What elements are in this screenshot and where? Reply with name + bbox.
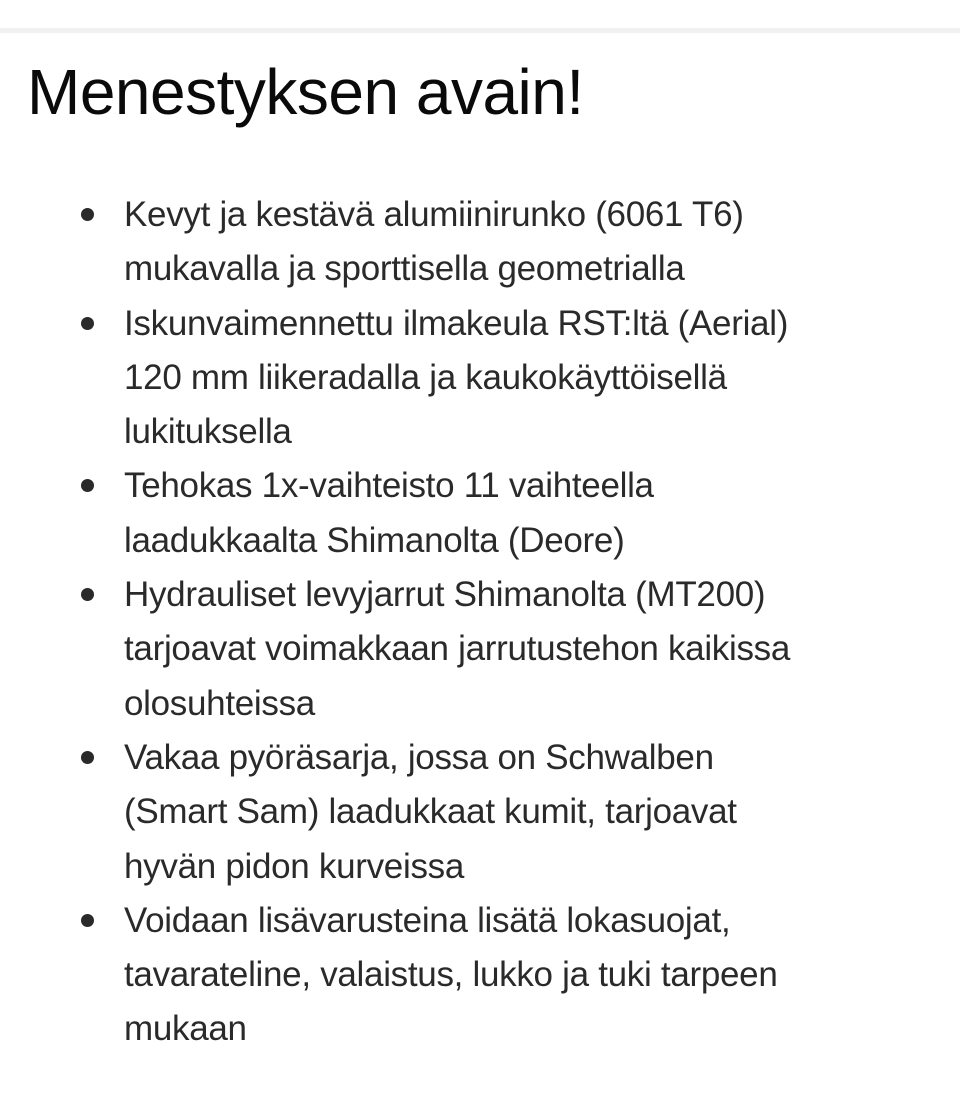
list-item-text: mukaan <box>124 1009 247 1049</box>
list-item-text: Hydrauliset levyjarrut Shimanolta (MT200) <box>124 575 766 615</box>
bullet-icon <box>81 914 94 927</box>
list-item <box>0 188 960 297</box>
list-item-text: tavarateline, valaistus, lukko ja tuki tarpeen <box>124 955 778 995</box>
list-item-text: Voidaan lisävarusteina lisätä lokasuojat, <box>124 900 731 940</box>
feature-list <box>0 188 960 1057</box>
list-item-text: 120 mm liikeradalla ja kaukokäyttöisellä <box>124 357 727 397</box>
list-item <box>0 894 960 1057</box>
bullet-icon <box>81 751 94 764</box>
list-item-text: Iskunvaimennettu ilmakeula RST:ltä (Aerial) <box>124 303 789 343</box>
bullet-icon <box>81 479 94 492</box>
bullet-icon <box>81 588 94 601</box>
list-item-text: Vakaa pyöräsarja, jossa on Schwalben <box>124 737 714 777</box>
list-item <box>0 568 960 731</box>
list-item <box>0 297 960 460</box>
list-item-text: (Smart Sam) laadukkaat kumit, tarjoavat <box>124 792 737 832</box>
list-item <box>0 731 960 894</box>
list-item-text: olosuhteissa <box>124 683 315 723</box>
bullet-icon <box>81 208 94 221</box>
list-item-text: lukituksella <box>124 412 292 452</box>
list-item-text: tarjoavat voimakkaan jarrutustehon kaikissa <box>124 629 791 669</box>
list-item-text: mukavalla ja sporttisella geometrialla <box>124 249 685 289</box>
list-item-text: laadukkaalta Shimanolta (Deore) <box>124 520 625 560</box>
list-item-text: hyvän pidon kurveissa <box>124 846 465 886</box>
page-title: Menestyksen avain! <box>27 56 584 128</box>
list-item-text: Tehokas 1x-vaihteisto 11 vaihteella <box>124 466 654 506</box>
bullet-icon <box>81 317 94 330</box>
list-item-text: Kevyt ja kestävä alumiinirunko (6061 T6) <box>124 195 744 234</box>
top-divider <box>0 28 960 33</box>
list-item <box>0 459 960 568</box>
